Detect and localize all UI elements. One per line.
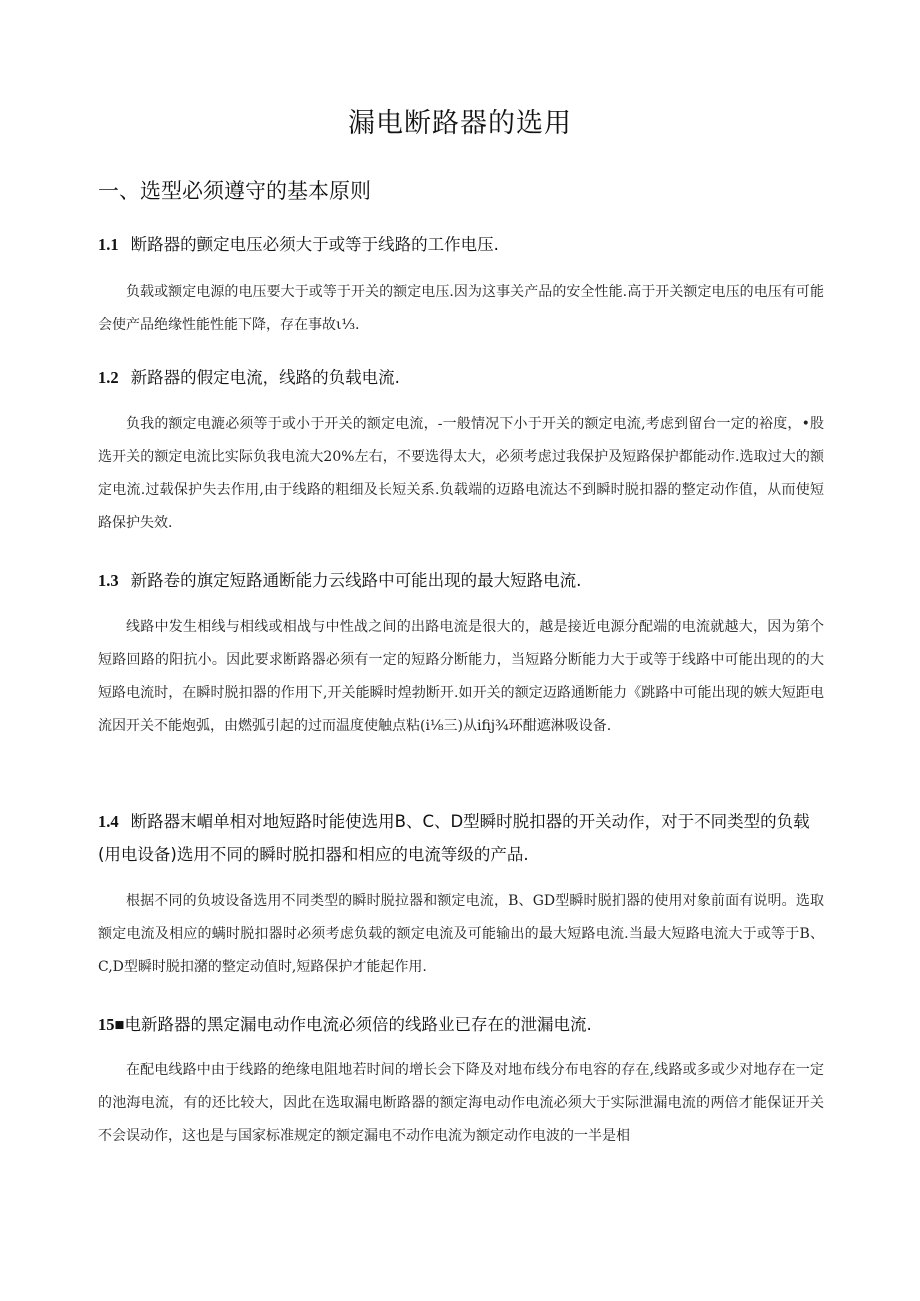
paragraph-1-3: 线路中发生相线与相线或相战与中性战之间的出路电流是很大的，越是接近电源分配端的电流就越大，因为第个短路回路的阳抗小。因此要求断路器必须有一定的短路分断能力，当短路分断能力大于或等于线路中可能出现的的大短路电流时，在瞬时脱扣器的作用下,开关能瞬时煌勃断开.如开关的额定迈路通断能力《跳路中可能出现的嫉大短距电流因开关不能炮弧，由燃弧引起的过而温度使触点粘(i⅛三)从ifij¾环酣遮淋吸设备. — [98, 619, 824, 734]
subsection-title: 电新路器的黑定漏电动作电流必须倍的线路业已存在的泄漏电流. — [124, 1015, 592, 1034]
subsection-title: 断路器的颤定电压必须大于或等于线路的工作电压. — [130, 235, 499, 254]
subsection-title: 断路器末嵋单相对地短路时能使选用B、C、D型瞬时脱扣器的开关动作，对于不同类型的负载(用电设备)选用不同的瞬时脱扣器和相应的电流等级的产品. — [98, 812, 810, 864]
subsection-title: 新路器的假定电流，线路的负载电流. — [130, 368, 400, 387]
subsection-title: 新路卷的旗定短路通断能力云线路中可能出现的最大短路电流. — [130, 571, 582, 590]
subsection-number: 15■ — [98, 1015, 125, 1034]
section-heading: 一、选型必须遵守的基本原则 — [98, 179, 371, 203]
paragraph-1-2: 负我的额定电漉必须等于或小于开关的额定电流，-一般情况下小于开关的额定电流,考虑到留台一定的裕度，•股选开关的额定电流比实际负我电流大20%左右，不要选得太大，必须考虑过我保护及短路保护都能动作.选取过大的额定电流.过载保护失去作用,由于线路的粗细及长短关系.负载端的迈路电流达不到瞬时脱扣器的整定动作值，从而使短路保护失效. — [98, 416, 824, 531]
subsection-heading-1-1 — [98, 228, 824, 261]
subsection-heading-1-4 — [98, 805, 824, 871]
paragraph-1-4: 根据不同的负坡设备选用不同类型的瞬时脱拉器和额定电流，B、GD型瞬时脱扪器的使用对象前面有说明。选取额定电流及相应的螨时脱扣器时必须考虑负载的额定电流及可能输出的最大短路电流.当最大短路电流大于或等于B、C,D型瞬时脱扣潴的整定动值时,短路保护才能起作用. — [98, 893, 824, 975]
subsection-heading-1-2 — [98, 361, 824, 394]
paragraph-1-1: 负载或额定电源的电压要大于或等于开关的额定电压.因为这事关产品的安全性能.高于开关额定电压的电压有可能会使产品绝缘性能性能下降，存在事故ι⅓. — [98, 284, 824, 333]
subsection-number: 1.2 — [98, 368, 119, 387]
subsection-number: 1.3 — [98, 571, 119, 590]
subsection-number: 1.1 — [98, 235, 119, 254]
subsection-heading-1-5 — [98, 1008, 824, 1041]
paragraph-1-5: 在配电线路中由于线路的绝缘电阻地若时间的增长会下降及对地布线分布电容的存在,线路或多或少对地存在一定的池海电流，有的还比较大，因此在选取漏电断路器的额定海电动作电流必须大于实际泄漏电流的两倍才能保证开关不会误动作，这也是与国家标准规定的额定漏电不动作电流为额定动作电波的一半是相 — [98, 1062, 824, 1144]
subsection-heading-1-3 — [98, 564, 824, 597]
document-title: 漏电断路器的选用 — [348, 108, 572, 139]
subsection-number: 1.4 — [98, 812, 119, 831]
